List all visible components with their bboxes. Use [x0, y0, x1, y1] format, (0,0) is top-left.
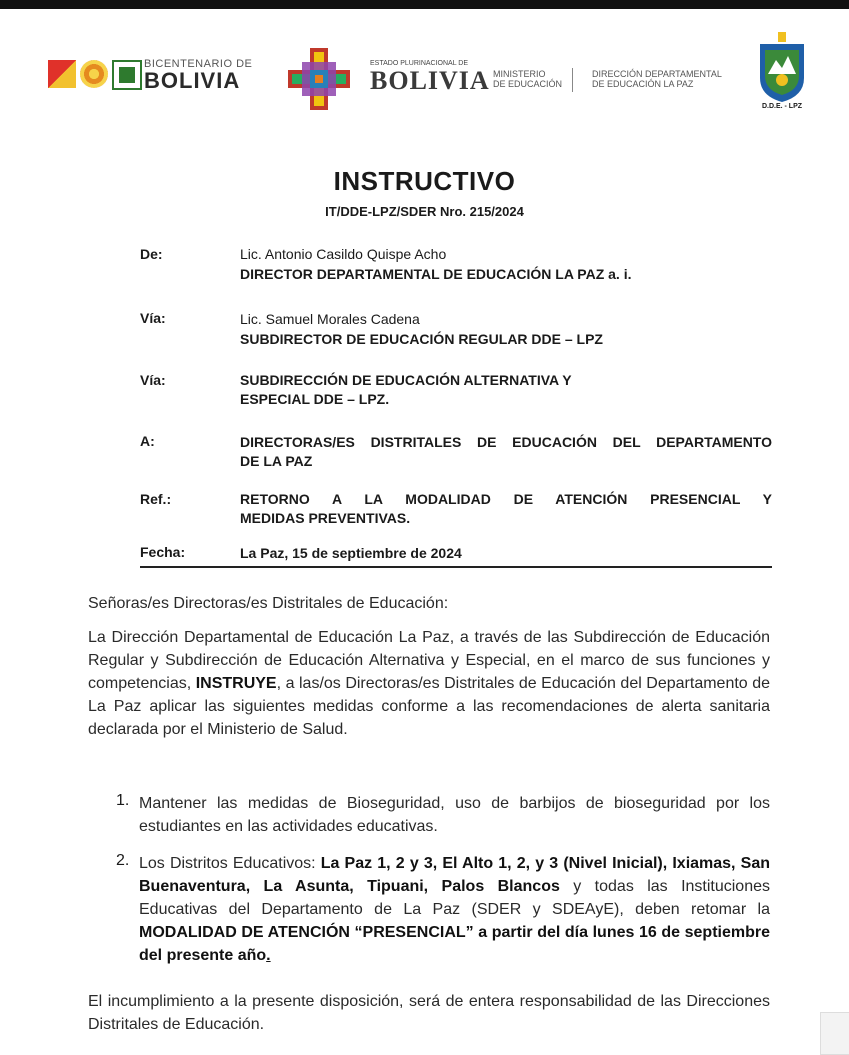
bicentenario-logo	[48, 58, 268, 94]
paragraph-1	[88, 626, 770, 741]
item2-text	[139, 852, 770, 967]
salutation: Señoras/es Directoras/es Distritales de Educación:	[88, 595, 449, 612]
item2-number: 2.	[116, 852, 130, 869]
bicentenario-big-text: BOLIVIA	[144, 68, 241, 93]
via1-position: SUBDIRECTOR DE EDUCACIÓN REGULAR DDE – LPZ	[240, 331, 603, 347]
corner-stamp-icon	[820, 1012, 849, 1055]
via2-line1: SUBDIRECCIÓN DE EDUCACIÓN ALTERNATIVA Y	[240, 372, 572, 388]
via2-line2: ESPECIAL DDE – LPZ.	[240, 391, 390, 407]
direccion-line2: DE EDUCACIÓN LA PAZ	[592, 79, 694, 89]
estado-plurinacional-logo	[288, 40, 738, 110]
item1-text: Mantener las medidas de Bioseguridad, uso de barbijos de bioseguridad por los estudiantes en las actividades educativas.	[139, 795, 770, 835]
de-position: DIRECTOR DEPARTAMENTAL DE EDUCACIÓN LA PAZ a. i.	[240, 266, 632, 282]
fecha-label: Fecha:	[140, 544, 186, 560]
a-line2: DE LA PAZ	[240, 453, 313, 469]
de-name: Lic. Antonio Casildo Quispe Acho	[240, 246, 447, 262]
via1-label: Vía:	[140, 310, 166, 326]
item2-end: .	[266, 947, 271, 964]
via2-label: Vía:	[140, 372, 166, 388]
estado-small-text: ESTADO PLURINACIONAL DE	[370, 60, 469, 67]
ministerio-line2: DE EDUCACIÓN	[493, 79, 563, 89]
bicentenario-spiral-icon	[80, 60, 108, 88]
direccion-line1: DIRECCIÓN DEPARTAMENTAL	[592, 69, 722, 79]
document-title: INSTRUCTIVO	[333, 166, 516, 196]
item2-modalidad: MODALIDAD DE ATENCIÓN “PRESENCIAL” a partir del día lunes 16 de septiembre del presente año	[139, 924, 770, 964]
fecha-value: La Paz, 15 de septiembre de 2024	[240, 545, 462, 561]
estado-big-text: BOLIVIA	[370, 66, 490, 95]
ref-line1: RETORNO A LA MODALIDAD DE ATENCIÓN PRESENCIAL Y	[240, 491, 772, 507]
top-black-bar	[0, 0, 849, 9]
bicentenario-small-text: BICENTENARIO DE	[144, 58, 253, 70]
item2-part-b: y todas las Instituciones Educativas del Departamento de La Paz (SDER y SDEAyE), deben retomar la	[139, 878, 771, 918]
item2-part-a: Los Distritos Educativos:	[139, 855, 321, 872]
a-label: A:	[140, 433, 155, 449]
item2-districts: La Paz 1, 2 y 3, El Alto 1, 2, y 3 (Nivel Inicial), Ixiamas, San Buenaventura, La Asunta, Tipuani, Palos Blancos	[139, 855, 770, 895]
a-line1: DIRECTORAS/ES DISTRITALES DE EDUCACIÓN DEL DEPARTAMENTO	[240, 434, 772, 450]
ministerio-text	[493, 69, 573, 89]
via1-name: Lic. Samuel Morales Cadena	[240, 311, 420, 327]
p1-part-a: La Dirección Departamental de Educación La Paz, a través de las Subdirección de Educación Regular y Subdirección de Educación Alternativa y Especial, en el marco de sus funciones y competencias,	[88, 629, 770, 692]
p1-instruye: INSTRUYE	[195, 675, 277, 692]
seal-text: D.D.E. - LPZ	[761, 103, 803, 110]
header-rule	[140, 566, 772, 568]
p1-part-b: , a las/os Directoras/es Distritales de Educación del Departamento de La Paz aplicar las siguientes medidas conforme a las recomendaciones de alerta sanitaria declarada por el Ministerio de Salud.	[88, 675, 771, 738]
closing-paragraph: El incumplimiento a la presente disposición, será de entera responsabilidad de las Direcciones Distritales de Educación.	[88, 993, 770, 1033]
chakana-icon	[288, 48, 350, 110]
item1-number: 1.	[116, 792, 130, 809]
ministerio-line1: MINISTERIO	[493, 69, 546, 79]
bicentenario-box-icon	[112, 60, 142, 90]
logo-separator	[572, 68, 573, 92]
ref-label: Ref.:	[140, 491, 172, 507]
de-label: De:	[140, 246, 163, 262]
document-code: IT/DDE-LPZ/SDER Nro. 215/2024	[325, 204, 524, 219]
dde-lpz-shield-icon	[752, 30, 812, 110]
direccion-text	[592, 69, 752, 89]
bicentenario-flag-icon	[48, 60, 76, 88]
ref-line2: MEDIDAS PREVENTIVAS.	[240, 510, 411, 526]
